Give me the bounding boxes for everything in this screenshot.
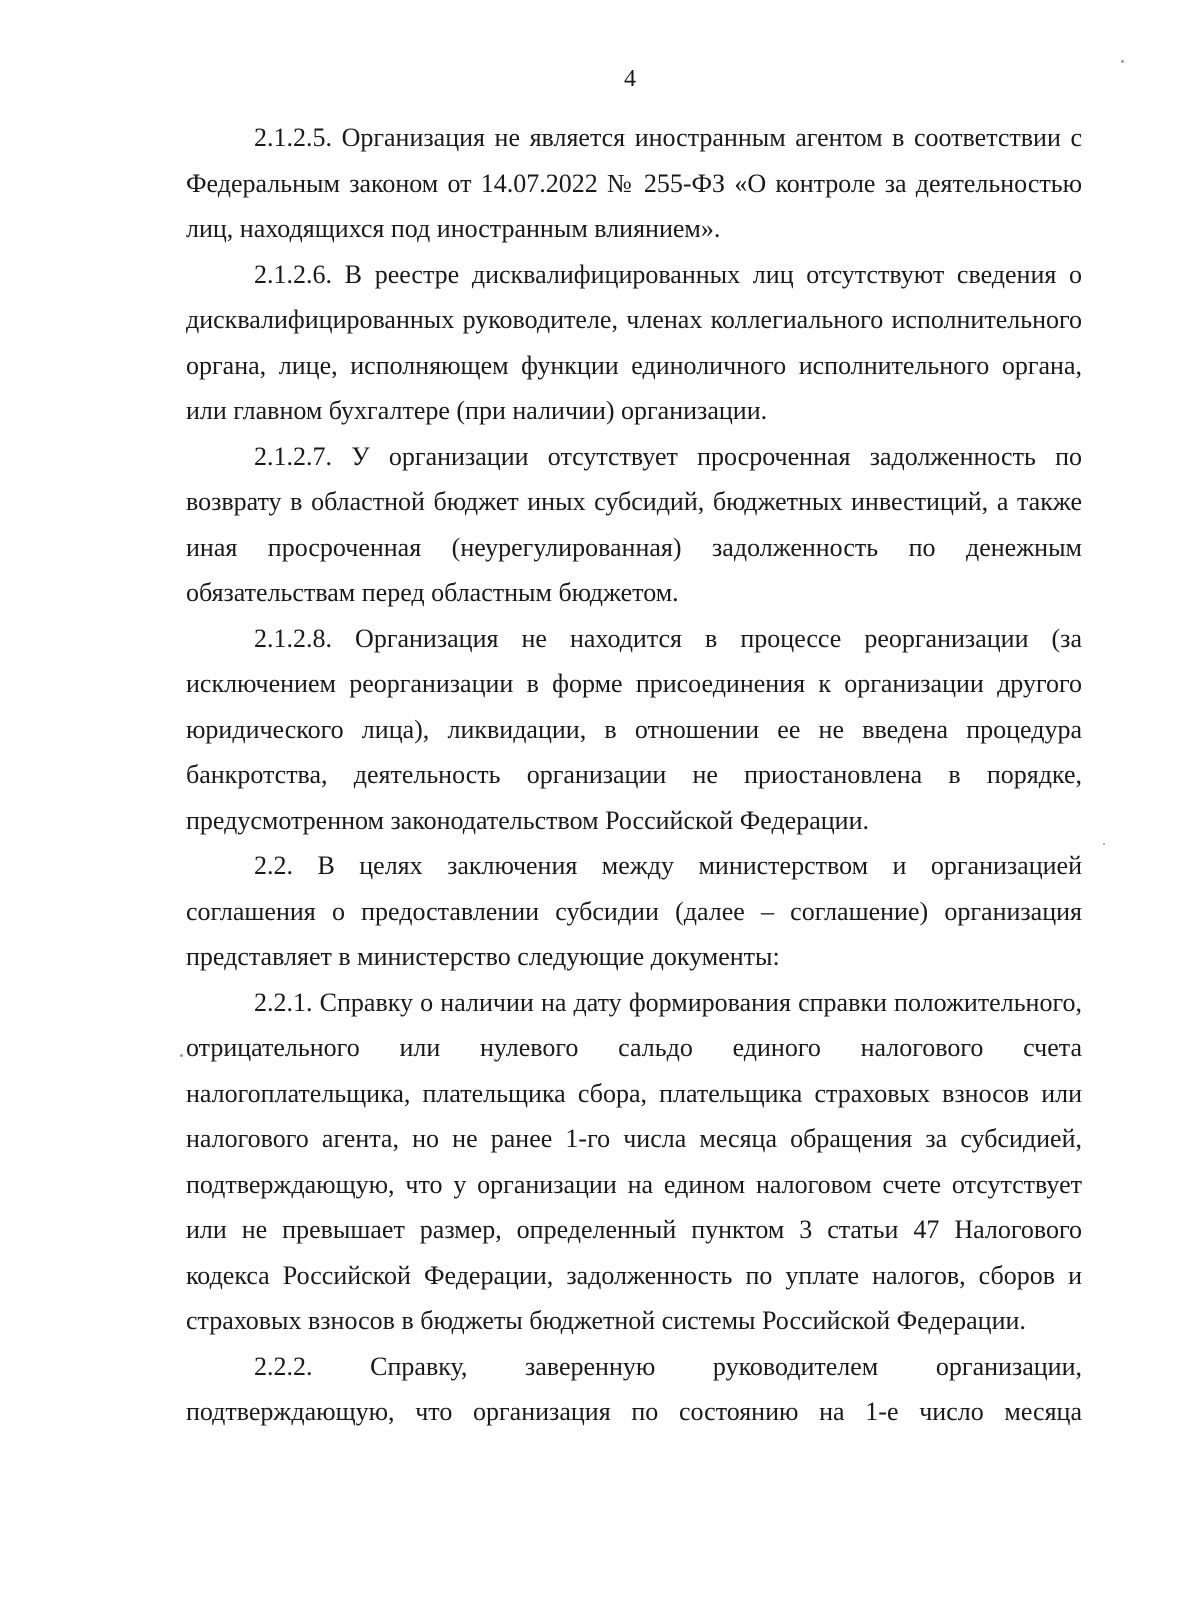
document-body bbox=[186, 115, 1082, 1435]
page-number: 4 bbox=[624, 66, 636, 92]
paragraph-2-1-2-6: 2.1.2.6. В реестре дисквалифицированных лиц отсутствуют сведения о дисквалифицированных руководителе, членах коллегиального исполнительного органа, лице, исполняющем функции единоличного исполнительного органа, или главном бухгалтере (при наличии) организации. bbox=[186, 259, 1082, 425]
paragraph-2-1-2-8: 2.1.2.8. Организация не находится в процессе реорганизации (за исключением реорганизации в форме присоединения к организации другого юридического лица), ликвидации, в отношении ее не введена процедура банкротства, деятельность организации не приостановлена в порядке, предусмотренном законодательством Российской Федерации. bbox=[186, 623, 1082, 835]
paragraph-2-2: 2.2. В целях заключения между министерством и организацией соглашения о предоставлении субсидии (далее – соглашение) организация представляет в министерство следующие документы: bbox=[186, 851, 1082, 971]
scan-speck bbox=[1121, 60, 1124, 63]
scan-speck bbox=[1103, 843, 1105, 845]
paragraph-2-2-2: 2.2.2. Справку, заверенную руководителем организации, подтверждающую, что организация по состоянию на 1-е число месяца bbox=[186, 1351, 1082, 1426]
paragraph-2-2-1: 2.2.1. Справку о наличии на дату формирования справки положительного, отрицательного или нулевого сальдо единого налогового счета налогоплательщика, плательщика сбора, плательщика страховых взносов или налогового агента, но не ранее 1-го числа месяца обращения за субсидией, подтверждающую, что у организации на едином налоговом счете отсутствует или не превышает размер, определенный пунктом 3 статьи 47 Налогового кодекса Российской Федерации, задолженность по уплате налогов, сборов и страховых взносов в бюджеты бюджетной системы Российской Федерации. bbox=[186, 987, 1082, 1335]
paragraph-2-1-2-7: 2.1.2.7. У организации отсутствует просроченная задолженность по возврату в областной бюджет иных субсидий, бюджетных инвестиций, а также иная просроченная (неурегулированная) задолженность по денежным обязательствам перед областным бюджетом. bbox=[186, 441, 1082, 607]
scan-speck bbox=[180, 1054, 183, 1057]
paragraph-2-1-2-5: 2.1.2.5. Организация не является иностранным агентом в соответствии с Федеральным законом от 14.07.2022 № 255-ФЗ «О контроле за деятельностью лиц, находящихся под иностранным влиянием». bbox=[186, 123, 1082, 243]
